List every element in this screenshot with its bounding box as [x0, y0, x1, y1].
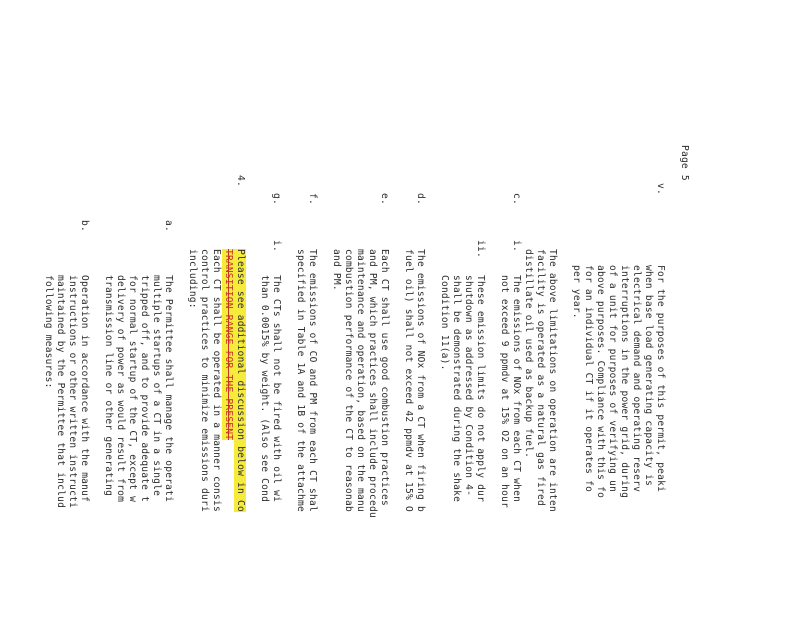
- item-4-highlighted-note: Please see additional discussion below in Co: [235, 249, 246, 512]
- item-g-marker: g.: [271, 193, 282, 205]
- item-4-struck-text: TRANSITION RANGE FOR THE PRESENT: [223, 249, 234, 441]
- limitations-line: facility is operated as a natural gas fired: [535, 249, 546, 506]
- item-c-i-marker: i.: [511, 240, 522, 252]
- item-4-line: control practices to minimize emissions duri: [199, 249, 210, 512]
- item-a-line: tripped off, and to provide adequate t: [139, 275, 150, 503]
- item-g-i-line: The CTs shall not be fired with oil wi: [271, 275, 282, 503]
- item-e-marker: e.: [379, 193, 390, 205]
- item-d-line: fuel oil) shall not exceed 42 ppmdv at 15% O: [403, 249, 414, 512]
- item-d-line: The emissions of NOx from a CT when firing b: [415, 249, 426, 512]
- item-v-line: interruptions in the power grid, during: [619, 265, 630, 499]
- item-f-line: The emissions of CO and PM from each CT shal: [307, 249, 318, 512]
- limitations-line: distillate oil used as backup fuel.: [523, 249, 534, 459]
- item-c-marker: c.: [511, 193, 522, 205]
- item-c-i-line: The emissions of NOx from each CT when: [511, 275, 522, 503]
- rotated-document-sheet: [43, 145, 690, 615]
- item-v-line: electrical demand and operating reserv: [631, 265, 642, 493]
- item-c-ii-line: shall be demonstrated during the shake: [451, 275, 462, 503]
- item-e-line: maintenance and operation, based on the manu: [355, 249, 366, 512]
- item-v-marker: v.: [655, 183, 666, 195]
- item-v-line: for an individual CT if it operates fo: [583, 265, 594, 493]
- item-a-line: delivery of power as would result from: [115, 275, 126, 503]
- item-b-line: Operation in accordance with the manuf: [79, 275, 90, 503]
- item-a-line: transmission line or other generating: [103, 275, 114, 497]
- item-a-line: The Permittee shall manage the operati: [163, 275, 174, 503]
- limitations-line: The above limitations on operation are inten: [547, 249, 558, 512]
- item-c-ii-marker: ii.: [475, 240, 486, 258]
- item-c-ii-line: Condition 11(a).: [439, 275, 450, 371]
- item-4-line: including:: [187, 249, 198, 309]
- item-e-line: Each CT shall use good combustion practices: [379, 249, 390, 506]
- item-v-line: above purposes. Compliance with this fo: [595, 265, 606, 499]
- item-4-marker: 4.: [235, 175, 246, 187]
- item-e-line: combustion performance of the CT to reasonab: [343, 249, 354, 512]
- item-v-line: For the purposes of this permit, peaki: [655, 265, 666, 493]
- item-b-marker: b.: [79, 220, 90, 232]
- item-f-marker: f.: [307, 193, 318, 205]
- item-a-marker: a.: [163, 220, 174, 232]
- item-e-line: and PM.: [331, 249, 342, 291]
- page-header: Page 5: [679, 145, 690, 181]
- item-c-ii-line: shutdown as addressed by Condition 4-: [463, 275, 474, 497]
- item-c-i-line: not exceed 9 ppmdv at 15% O2 on an hour: [499, 275, 510, 509]
- item-4-line: Each CT shall be operated in a manner consis: [211, 249, 222, 512]
- item-v-line: of a unit for purposes of verifying un: [607, 265, 618, 493]
- item-v-line: per year.: [571, 265, 582, 319]
- item-b-line: instructions or other written instructi: [67, 275, 78, 509]
- item-c-ii-line: These emission limits do not apply dur: [475, 275, 486, 503]
- item-g-i-line: than 0.0015% by weight. (Also see Cond: [259, 275, 270, 503]
- item-a-line: for normal startup of the CT, except w: [127, 275, 138, 503]
- item-f-line: specified in Table 1A and 1B of the attachme: [295, 249, 306, 512]
- item-g-i-marker: i.: [271, 240, 282, 252]
- item-b-line: following measures:: [43, 275, 54, 389]
- item-b-line: maintained by the Permittee that includ: [55, 275, 66, 509]
- item-a-line: multiple startups of a CT in a single: [151, 275, 162, 497]
- item-d-marker: d.: [415, 193, 426, 205]
- item-e-line: and PM, which practices shall include procedu: [367, 249, 378, 518]
- item-v-line: when base load generating capacity is: [643, 265, 654, 487]
